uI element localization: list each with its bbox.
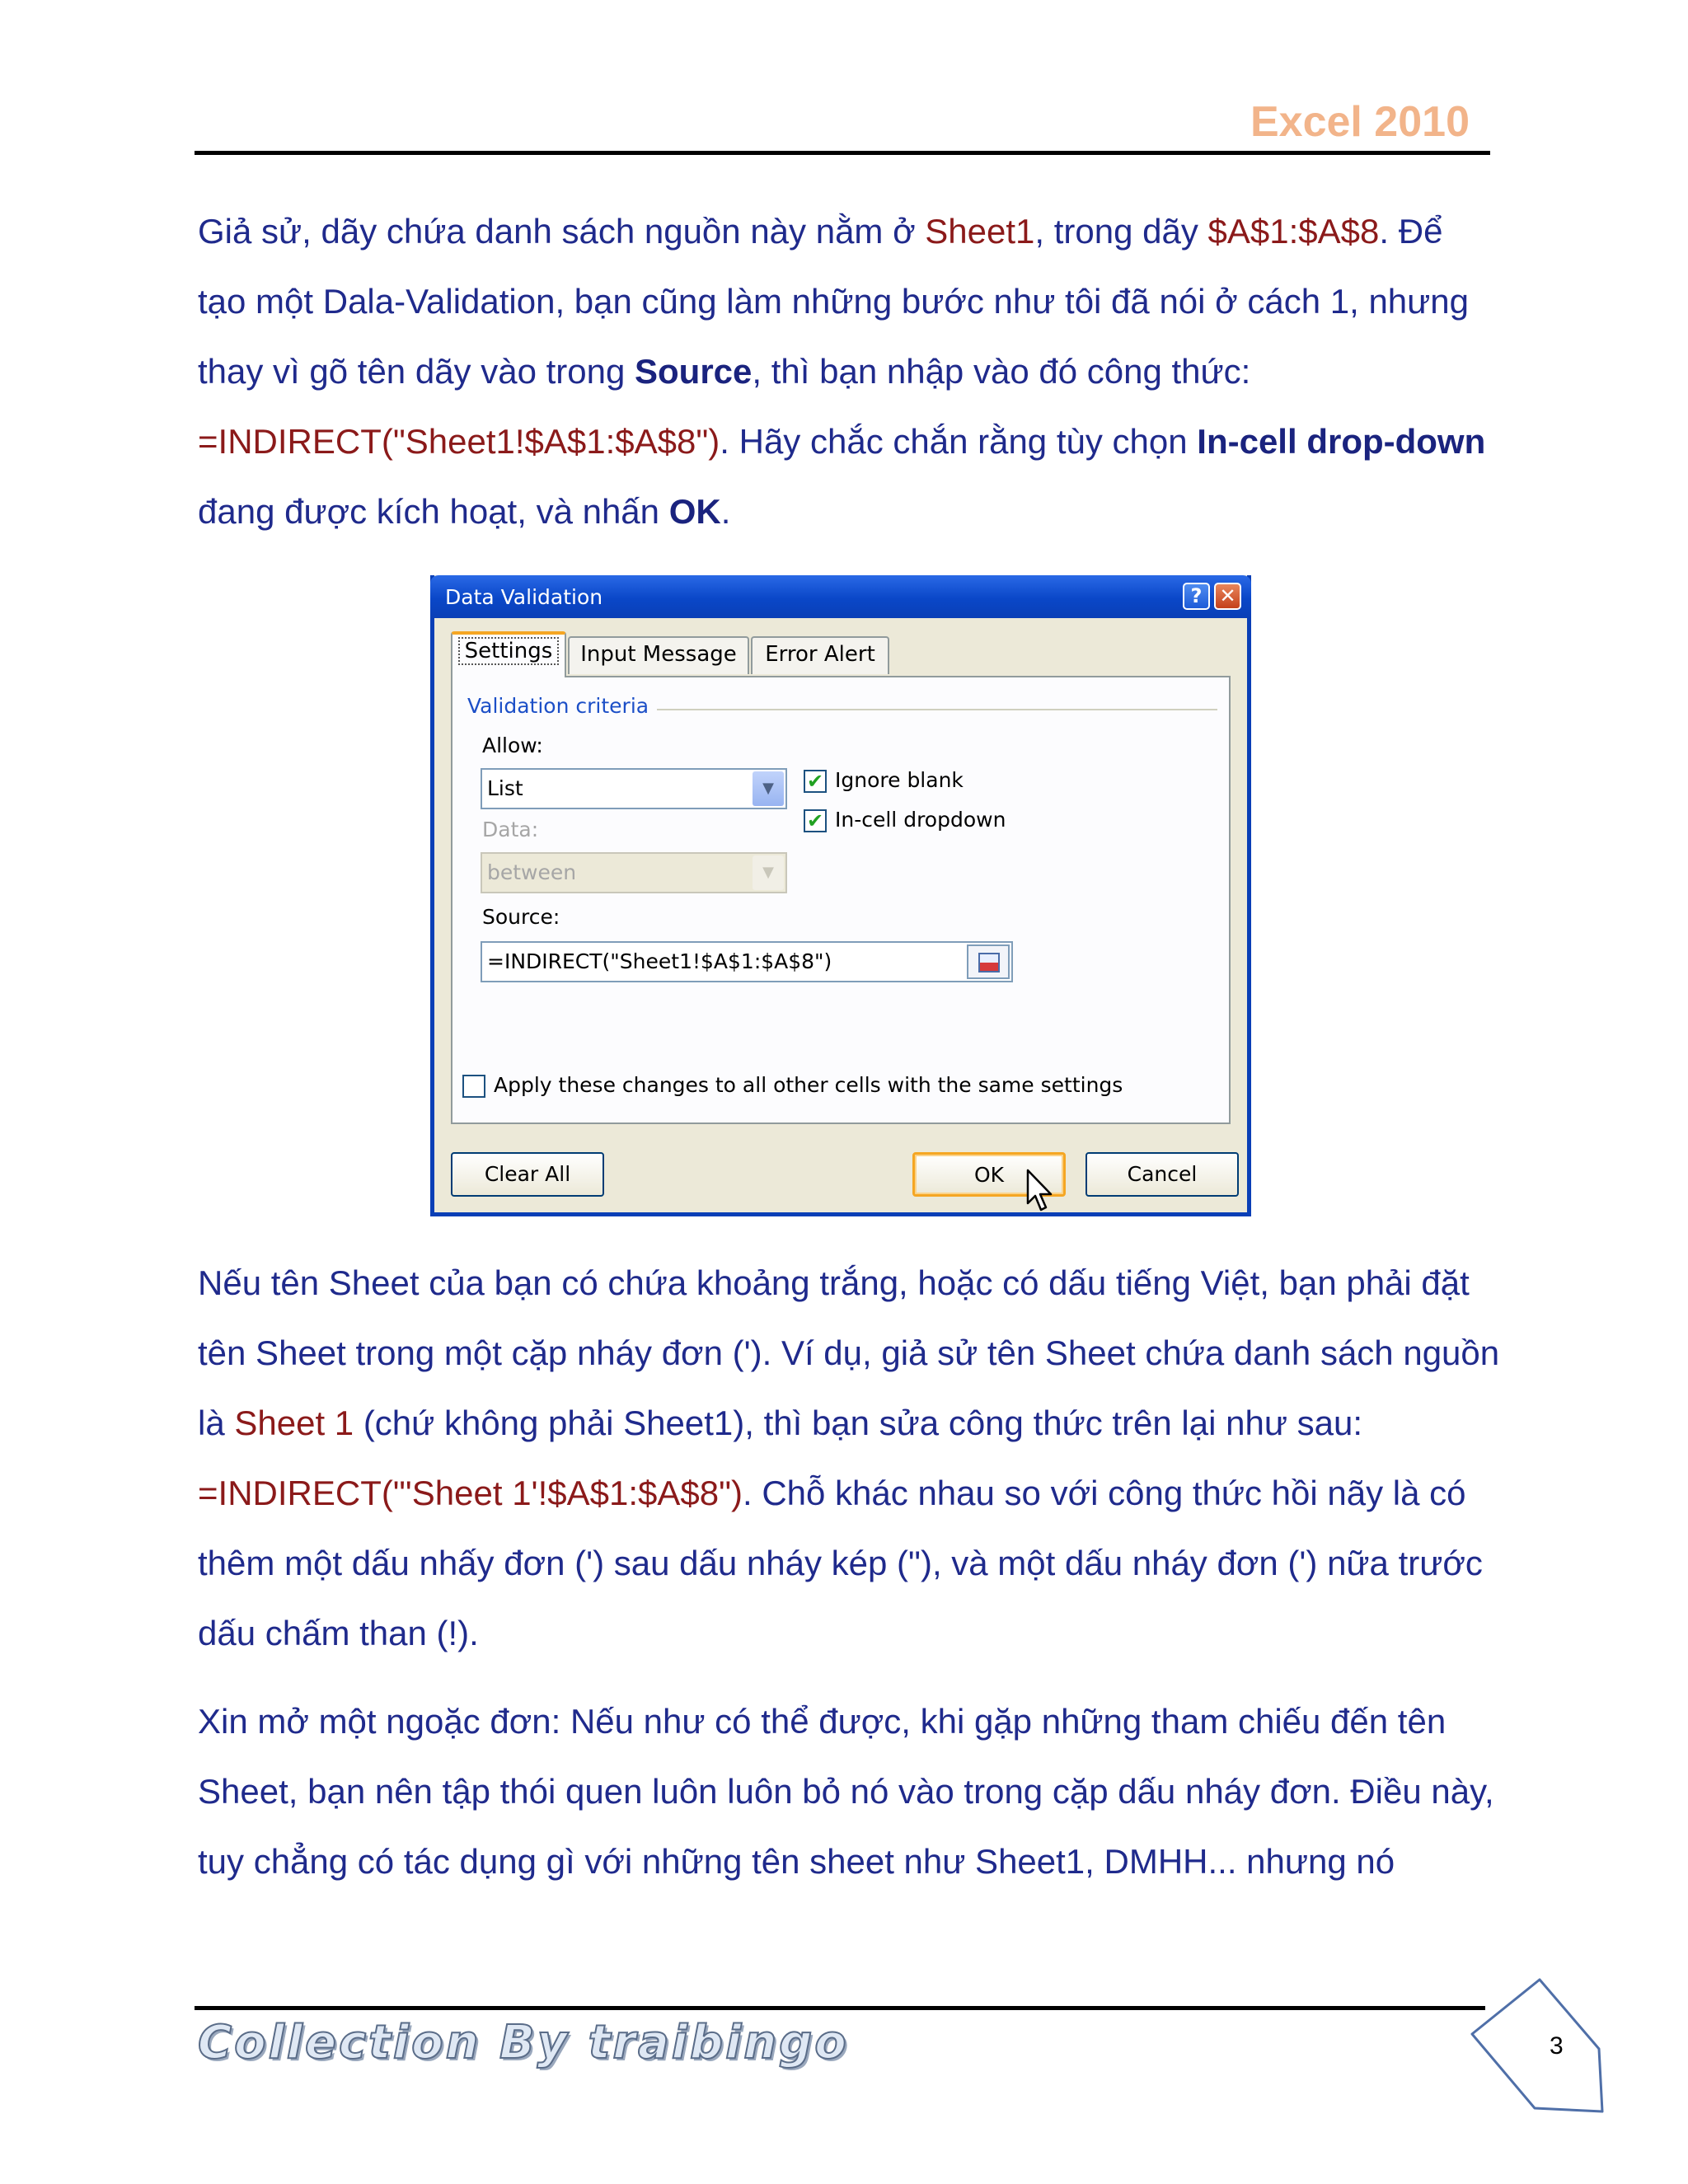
page-number-badge-icon <box>1467 1976 1624 2116</box>
para1-text: , trong dãy <box>1034 212 1208 251</box>
para2-text: Nếu tên Sheet của bạn có chứa khoảng trắng, hoặc có dấu tiếng Việt, bạn phải đặt tên Sheet trong một cặp nháy đơn ('). Ví dụ, giả sử tên Sheet chứa danh sách nguồn là <box>198 1263 1500 1442</box>
para2-text: . Chỗ khác nhau so với công thức hồi nãy là có thêm một dấu nhấy đơn (') sau dấu nháy kép ("), và một dấu nháy đơn (') nữa trước dấu chấm than (!). <box>198 1474 1483 1652</box>
ok-button[interactable]: OK <box>912 1152 1066 1197</box>
para2-text: (chứ không phải Sheet1), thì bạn sửa công thức trên lại như sau: <box>354 1404 1363 1442</box>
para1-text: Giả sử, dãy chứa danh sách nguồn này nằm ở <box>198 212 926 251</box>
para3-text: Xin mở một ngoặc đơn: Nếu như có thể được, khi gặp những tham chiếu đến tên Sheet, bạn nên tập thói quen luôn luôn bỏ nó vào trong cặp dấu nháy đơn. Điều này, tuy chẳng có tác dụng gì với những tên sheet như Sheet1, DMHH... nhưng nó <box>198 1702 1494 1881</box>
data-validation-dialog <box>430 575 1251 1216</box>
dialog-titlebar <box>430 575 1251 618</box>
tab-input-message[interactable]: Input Message <box>568 636 749 674</box>
group-divider <box>617 709 1217 710</box>
page-number: 3 <box>1550 2032 1564 2060</box>
tab-settings[interactable]: Settings <box>451 631 566 677</box>
data-value: between <box>487 860 577 884</box>
source-input[interactable] <box>481 941 1013 982</box>
apply-all-label[interactable]: Apply these changes to all other cells with the same settings <box>494 1073 1123 1097</box>
range-ref: $A$1:$A$8 <box>1207 212 1380 251</box>
para1-text: . Để tạo một Dala-Validation, bạn cũng làm những bước như tôi đã nói ở cách 1, nhưng thay vì gõ tên dãy vào trong <box>198 212 1470 391</box>
source-value: =INDIRECT("Sheet1!$A$1:$A$8") <box>487 949 832 973</box>
ok-term: OK <box>668 492 721 531</box>
ignore-blank-label[interactable]: Ignore blank <box>835 768 964 792</box>
header-rule <box>195 151 1490 155</box>
formula-text: =INDIRECT("'Sheet 1'!$A$1:$A$8") <box>198 1474 743 1512</box>
allow-value: List <box>487 776 523 800</box>
cancel-button[interactable]: Cancel <box>1085 1152 1239 1197</box>
collapse-dialog-icon[interactable] <box>967 944 1010 979</box>
source-label: Source: <box>482 905 560 929</box>
mouse-pointer-icon <box>1026 1169 1056 1215</box>
para1-text: đang được kích hoạt, và nhấn <box>198 492 669 531</box>
chevron-down-icon[interactable]: ▼ <box>753 771 784 806</box>
para1-text: . <box>720 492 731 531</box>
allow-select[interactable] <box>481 768 787 809</box>
para1-text: . Hãy chắc chắn rằng tùy chọn <box>720 422 1198 461</box>
group-label: Validation criteria <box>467 694 657 718</box>
formula-text: =INDIRECT("Sheet1!$A$1:$A$8") <box>198 422 720 461</box>
header-title: Excel 2010 <box>1250 98 1470 146</box>
chevron-down-icon: ▼ <box>753 855 784 890</box>
tab-error-alert[interactable]: Error Alert <box>751 636 889 674</box>
settings-panel <box>451 676 1231 1124</box>
paragraph-1 <box>198 196 1500 546</box>
source-term: Source <box>635 352 753 391</box>
sheet-name: Sheet 1 <box>234 1404 354 1442</box>
data-label: Data: <box>482 818 539 841</box>
data-select <box>481 852 787 893</box>
para1-text: , thì bạn nhập vào đó công thức: <box>752 352 1251 391</box>
incell-dropdown-label[interactable]: In-cell dropdown <box>835 808 1006 832</box>
allow-label: Allow: <box>482 733 543 757</box>
paragraph-2 <box>198 1248 1500 1668</box>
paragraph-3 <box>198 1686 1500 1896</box>
clear-all-button[interactable]: Clear All <box>451 1152 604 1197</box>
apply-all-checkbox[interactable] <box>462 1075 485 1098</box>
help-icon[interactable]: ? <box>1183 583 1210 610</box>
footer-logo: Collection By traibingo <box>198 2016 849 2069</box>
sheet-name: Sheet1 <box>925 212 1035 251</box>
incell-dropdown-checkbox[interactable]: ✔ <box>804 809 827 832</box>
ignore-blank-checkbox[interactable]: ✔ <box>804 770 827 793</box>
dialog-title: Data Validation <box>445 585 603 609</box>
incell-term: In-cell drop-down <box>1197 422 1486 461</box>
footer-rule <box>195 2006 1485 2010</box>
close-icon[interactable]: ✕ <box>1214 583 1241 610</box>
